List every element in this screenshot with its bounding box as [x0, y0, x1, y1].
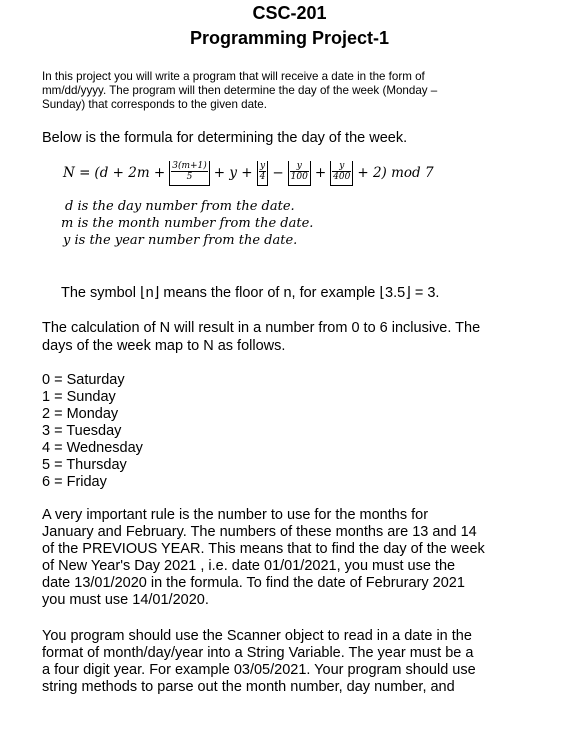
formula-term-3: − — [272, 165, 284, 181]
day-mapping-0: 0 = Saturday — [42, 372, 125, 388]
intro-line-3: Sunday) that corresponds to the given date. — [42, 98, 267, 111]
calc-line-1: The calculation of N will result in a number from 0 to 6 inclusive. The — [42, 320, 481, 336]
rule-line-2: January and February. The numbers of these months are 13 and 14 — [42, 524, 477, 540]
day-mapping-2: 2 = Monday — [42, 406, 119, 422]
rule-line-5: date 13/01/2020 in the formula. To find the date of Februrary 2021 — [42, 575, 465, 591]
rule-line-3: of the PREVIOUS YEAR. This means that to find the day of the week — [42, 541, 485, 557]
scanner-line-1: You program should use the Scanner object to read in a date in the — [42, 628, 472, 644]
fraction: $\frac{3(m+1)}{5}$ — [172, 160, 207, 182]
day-mapping-4: 4 = Wednesday — [42, 440, 143, 456]
floor-note: The symbol ⌊n⌋ means the floor of n, for example ⌊3.5⌋ = 3. — [61, 285, 440, 301]
scanner-line-2: format of month/day/year into a String Variable. The year must be a — [42, 645, 474, 661]
floor-bracket — [257, 161, 269, 186]
fraction: $\frac{y}{4}$ — [259, 160, 266, 182]
definition-m: m is the month number from the date. — [61, 216, 314, 231]
formula-term-4: + — [314, 165, 327, 181]
floor-bracket — [288, 161, 311, 186]
floor-bracket — [169, 161, 210, 186]
day-mapping-6: 6 = Friday — [42, 474, 107, 490]
formula-term-2: + y + — [213, 165, 253, 181]
floor-bracket — [330, 161, 353, 186]
formula-term-1: (d + 2m + — [94, 165, 166, 181]
formula-term-5: + 2) mod 7 — [357, 165, 434, 181]
rule-line-6: you must use 14/01/2020. — [42, 592, 209, 608]
project-title: Programming Project-1 — [189, 28, 390, 48]
rule-line-4: of New Year's Day 2021 , i.e. date 01/01/2021, you must use the — [42, 558, 456, 574]
intro-line-1: In this project you will write a program that will receive a date in the form of — [42, 70, 425, 83]
rule-line-1: A very important rule is the number to use for the months for — [42, 507, 429, 523]
formula-lhs: N = — [63, 165, 91, 181]
day-mapping-3: 3 = Tuesday — [42, 423, 122, 439]
calc-line-2: days of the week map to N as follows. — [42, 338, 286, 354]
course-title: CSC-201 — [252, 3, 327, 23]
day-of-week-formula — [63, 158, 434, 188]
intro-line-2: mm/dd/yyyy. The program will then determine the day of the week (Monday – — [42, 84, 438, 97]
definition-y: y is the year number from the date. — [63, 233, 298, 248]
definition-d: d is the day number from the date. — [65, 199, 295, 214]
day-mapping-1: 1 = Sunday — [42, 389, 116, 405]
formula-intro: Below is the formula for determining the day of the week. — [42, 130, 408, 146]
scanner-line-3: a four digit year. For example 03/05/2021. Your program should use — [42, 662, 476, 678]
fraction: $\frac{y}{400}$ — [333, 160, 351, 182]
day-mapping-5: 5 = Thursday — [42, 457, 127, 473]
scanner-line-4: string methods to parse out the month number, day number, and — [42, 679, 455, 695]
fraction: $\frac{y}{100}$ — [290, 160, 308, 182]
